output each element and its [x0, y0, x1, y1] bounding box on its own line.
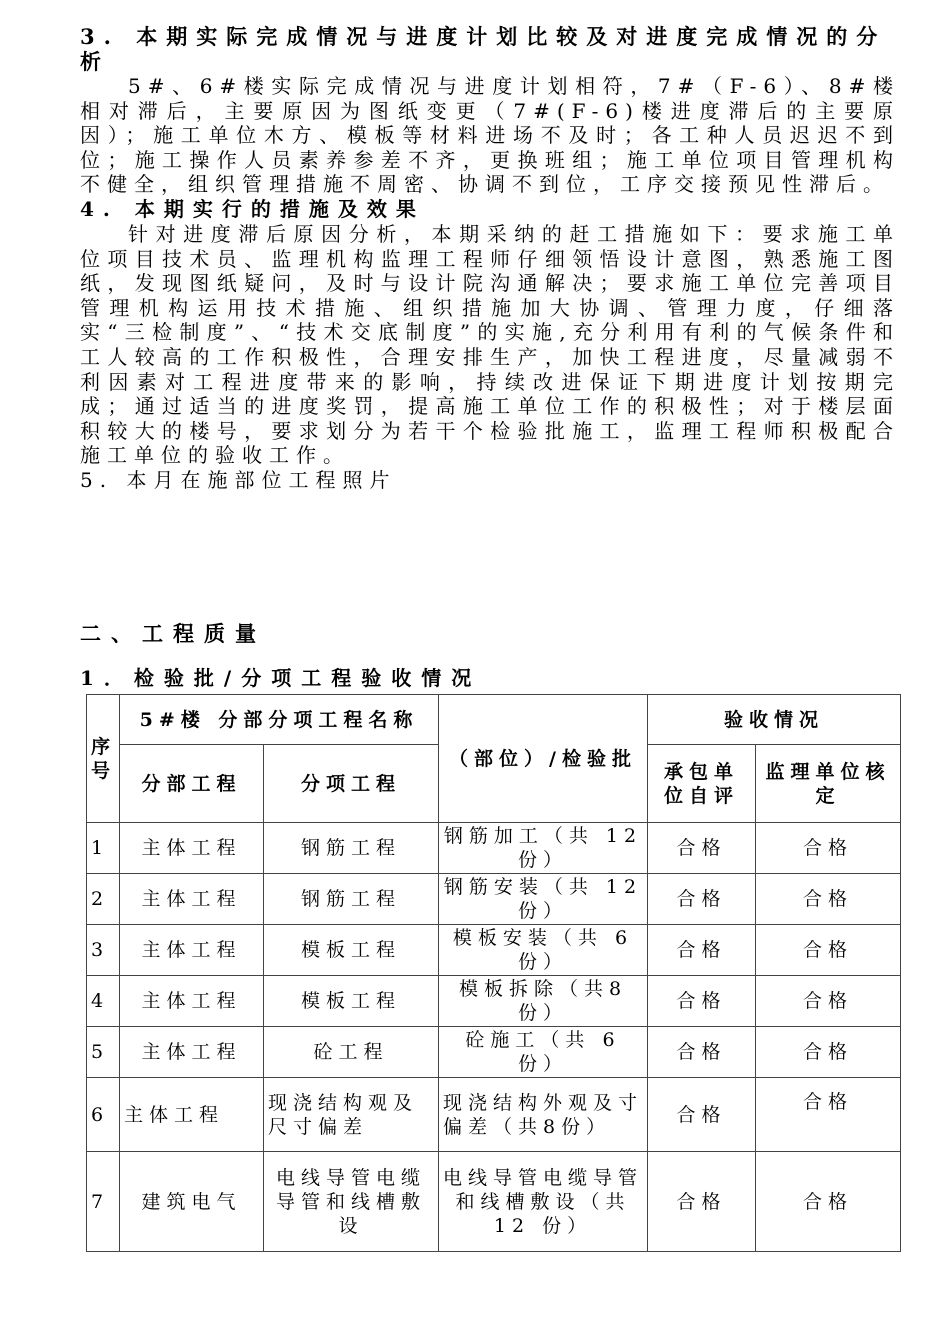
cell-location: 模板安装（共 6份） [439, 925, 648, 976]
cell-location: 钢筋安装（共 12 份） [439, 874, 648, 925]
cell-supervisor: 合格 [756, 1152, 901, 1252]
cell-contractor: 合格 [648, 1078, 756, 1152]
header-contractor: 承包单位自评 [648, 745, 756, 823]
header-acceptance: 验收情况 [648, 695, 901, 745]
cell-contractor: 合格 [648, 976, 756, 1027]
header-fenbu: 分部工程 [120, 745, 264, 823]
cell-contractor: 合格 [648, 874, 756, 925]
section3-paragraph: 5#、6#楼实际完成情况与进度计划相符，7#（F-6）、8#楼相对滞后，主要原因为图纸变更（7#(F-6)楼进度滞后的主要原因）；施工单位木方、模板等材料进场不及时；各工种人员迟迟不到位；施工操作人员素养参差不齐，更换班组；施工单位项目管理机构不健全，组织管理措施不周密、协调不到位，工序交接预见性滞后。 [80, 74, 900, 197]
table-row [87, 1152, 901, 1252]
cell-seq: 3 [87, 925, 120, 976]
cell-fenxiang: 现浇结构观及尺寸偏差 [264, 1078, 439, 1152]
cell-supervisor: 合格 [756, 1078, 901, 1152]
cell-contractor: 合格 [648, 1152, 756, 1252]
cell-location: 砼施工（共 6 份） [439, 1027, 648, 1078]
section3-title: 3. 本期实际完成情况与进度计划比较及对进度完成情况的分析 [80, 24, 887, 74]
cell-fenbu: 主体工程 [120, 874, 264, 925]
cell-supervisor: 合格 [756, 976, 901, 1027]
table-row [87, 823, 901, 874]
cell-fenxiang: 砼工程 [264, 1027, 439, 1078]
cell-contractor: 合格 [648, 925, 756, 976]
cell-location: 现浇结构外观及寸偏差（共8份） [439, 1078, 648, 1152]
cell-location: 电线导管电缆导管和线槽敷设（共 12 份） [439, 1152, 648, 1252]
cell-fenbu: 主体工程 [120, 976, 264, 1027]
cell-seq: 4 [87, 976, 120, 1027]
part2-title: 二、工程质量 [80, 621, 266, 646]
section4-title: 4. 本期实行的措施及效果 [80, 196, 425, 221]
cell-fenxiang: 模板工程 [264, 925, 439, 976]
header-seq: 序号 [87, 695, 120, 823]
cell-seq: 5 [87, 1027, 120, 1078]
subsection1-title: 1．检验批/分项工程验收情况 [80, 666, 482, 690]
table-row [87, 1078, 901, 1152]
cell-fenxiang: 钢筋工程 [264, 874, 439, 925]
cell-seq: 2 [87, 874, 120, 925]
header-location: （部位）/检验批 [439, 695, 648, 823]
cell-contractor: 合格 [648, 1027, 756, 1078]
cell-seq: 1 [87, 823, 120, 874]
cell-fenbu: 主体工程 [120, 823, 264, 874]
section4-paragraph: 针对进度滞后原因分析，本期采纳的赶工措施如下：要求施工单位项目技术员、监理机构监理工程师仔细领悟设计意图，熟悉施工图纸，发现图纸疑问，及时与设计院沟通解决；要求施工单位完善项目管理机构运用技术措施、组织措施加大协调、管理力度，仔细落实“三检制度”、“技术交底制度”的实施,充分利用有利的气候条件和工人较高的工作积极性，合理安排生产，加快工程进度，尽量减弱不利因素对工程进度带来的影响，持续改进保证下期进度计划按期完成；通过适当的进度奖罚，提高施工单位工作的积极性；对于楼层面积较大的楼号，要求划分为若干个检验批施工，监理工程师积极配合施工单位的验收工作。 [80, 221, 900, 468]
cell-fenxiang: 模板工程 [264, 976, 439, 1027]
header-fenxiang: 分项工程 [264, 745, 439, 823]
header-supervisor: 监理单位核定 [756, 745, 901, 823]
header-group [120, 695, 439, 745]
cell-supervisor: 合格 [756, 1027, 901, 1078]
cell-location: 模板拆除（共8份） [439, 976, 648, 1027]
section5-title: 5. 本月在施部位工程照片 [80, 467, 397, 492]
document-page [80, 24, 900, 690]
cell-supervisor: 合格 [756, 925, 901, 976]
cell-fenbu: 主体工程 [120, 925, 264, 976]
cell-fenbu: 主体工程 [120, 1078, 264, 1152]
cell-fenbu: 建筑电气 [120, 1152, 264, 1252]
table-row [87, 925, 901, 976]
table-row [87, 1027, 901, 1078]
cell-seq: 6 [87, 1078, 120, 1152]
header-building: 5#楼 [139, 708, 206, 731]
cell-contractor: 合格 [648, 823, 756, 874]
acceptance-table [86, 694, 901, 1252]
header-group-label: 分部分项工程名称 [218, 708, 419, 731]
cell-fenxiang: 电线导管电缆导管和线槽敷设 [264, 1152, 439, 1252]
cell-location: 钢筋加工（共 12 份） [439, 823, 648, 874]
cell-fenxiang: 钢筋工程 [264, 823, 439, 874]
cell-supervisor: 合格 [756, 874, 901, 925]
table-row [87, 874, 901, 925]
cell-supervisor: 合格 [756, 823, 901, 874]
table-row [87, 976, 901, 1027]
cell-fenbu: 主体工程 [120, 1027, 264, 1078]
cell-seq: 7 [87, 1152, 120, 1252]
